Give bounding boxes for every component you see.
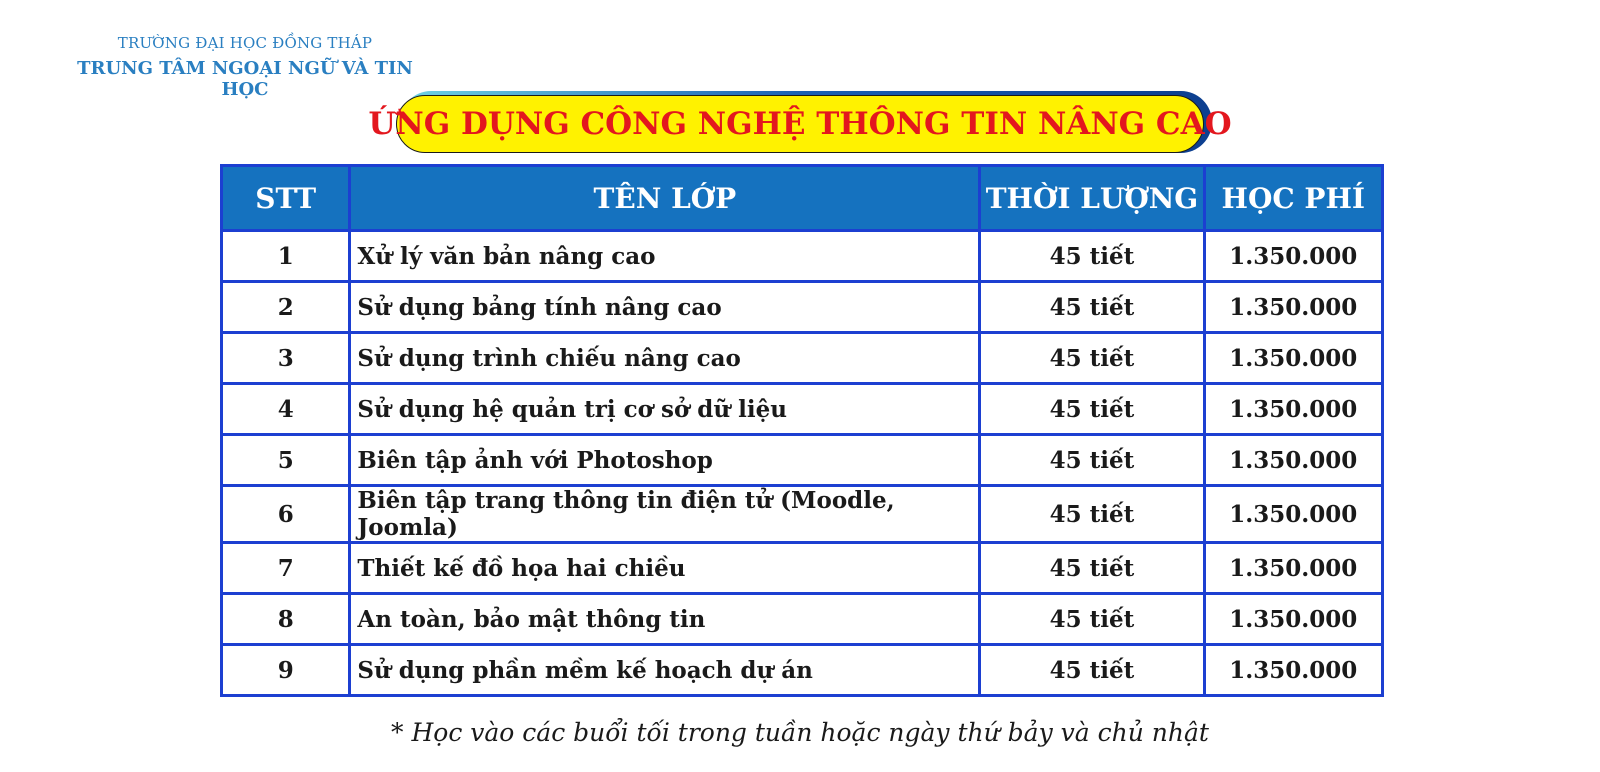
page-title: ỨNG DỤNG CÔNG NGHỆ THÔNG TIN NÂNG CAO	[396, 95, 1204, 153]
cell-stt: 2	[222, 282, 350, 333]
title-banner	[368, 91, 1232, 157]
cell-stt: 8	[222, 594, 350, 645]
table-header-row	[222, 166, 1383, 231]
cell-fee: 1.350.000	[1204, 282, 1382, 333]
cell-fee: 1.350.000	[1204, 594, 1382, 645]
cell-fee: 1.350.000	[1204, 645, 1382, 696]
fee-table	[220, 164, 1384, 697]
cell-duration: 45 tiết	[980, 645, 1204, 696]
cell-class-name: An toàn, bảo mật thông tin	[350, 594, 980, 645]
university-name: TRƯỜNG ĐẠI HỌC ĐỒNG THÁP	[117, 34, 373, 52]
table-row	[222, 594, 1383, 645]
cell-class-name: Sử dụng trình chiếu nâng cao	[350, 333, 980, 384]
table-row	[222, 645, 1383, 696]
table-row	[222, 282, 1383, 333]
column-header-fee: HỌC PHÍ	[1204, 166, 1382, 231]
cell-duration: 45 tiết	[980, 282, 1204, 333]
cell-duration: 45 tiết	[980, 486, 1204, 543]
cell-class-name: Xử lý văn bản nâng cao	[350, 231, 980, 282]
cell-class-name: Sử dụng phần mềm kế hoạch dự án	[350, 645, 980, 696]
cell-stt: 5	[222, 435, 350, 486]
cell-class-name: Sử dụng hệ quản trị cơ sở dữ liệu	[350, 384, 980, 435]
cell-duration: 45 tiết	[980, 594, 1204, 645]
cell-fee: 1.350.000	[1204, 333, 1382, 384]
cell-duration: 45 tiết	[980, 333, 1204, 384]
table-row	[222, 333, 1383, 384]
cell-class-name: Biên tập trang thông tin điện tử (Moodle, Joomla)	[350, 486, 980, 543]
center-name: TRUNG TÂM NGOẠI NGỮ VÀ TIN HỌC	[77, 58, 413, 100]
cell-duration: 45 tiết	[980, 231, 1204, 282]
table-row	[222, 435, 1383, 486]
cell-class-name: Sử dụng bảng tính nâng cao	[350, 282, 980, 333]
cell-fee: 1.350.000	[1204, 543, 1382, 594]
column-header-duration: THỜI LƯỢNG	[980, 166, 1204, 231]
cell-class-name: Biên tập ảnh với Photoshop	[350, 435, 980, 486]
cell-duration: 45 tiết	[980, 543, 1204, 594]
cell-stt: 6	[222, 486, 350, 543]
table-row	[222, 486, 1383, 543]
cell-stt: 7	[222, 543, 350, 594]
cell-stt: 1	[222, 231, 350, 282]
cell-fee: 1.350.000	[1204, 435, 1382, 486]
organization-header	[60, 34, 430, 100]
cell-duration: 45 tiết	[980, 384, 1204, 435]
schedule-note: * Học vào các buổi tối trong tuần hoặc ngày thứ bảy và chủ nhật	[391, 718, 1209, 747]
column-header-stt: STT	[222, 166, 350, 231]
table-row	[222, 231, 1383, 282]
cell-stt: 4	[222, 384, 350, 435]
cell-stt: 3	[222, 333, 350, 384]
cell-stt: 9	[222, 645, 350, 696]
cell-fee: 1.350.000	[1204, 486, 1382, 543]
cell-class-name: Thiết kế đồ họa hai chiều	[350, 543, 980, 594]
column-header-class-name: TÊN LỚP	[350, 166, 980, 231]
table-row	[222, 384, 1383, 435]
cell-fee: 1.350.000	[1204, 384, 1382, 435]
table-row	[222, 543, 1383, 594]
cell-fee: 1.350.000	[1204, 231, 1382, 282]
cell-duration: 45 tiết	[980, 435, 1204, 486]
